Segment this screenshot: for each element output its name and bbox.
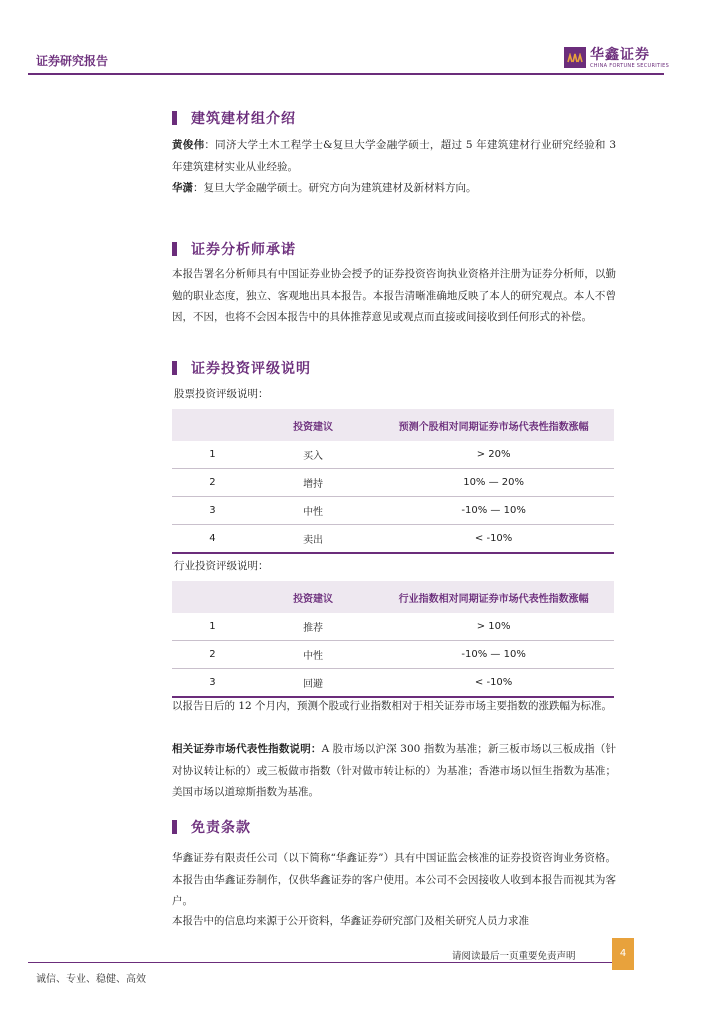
table-cell: 3 [172, 497, 253, 525]
footer-divider [28, 962, 612, 963]
table-header-row [172, 581, 614, 613]
table-cell: -10% — 10% [373, 641, 614, 669]
table-row [172, 613, 614, 641]
table-cell: 增持 [253, 469, 373, 497]
table-header-cell: 行业指数相对同期证券市场代表性指数涨幅 [373, 581, 614, 613]
analyst-name: 华潇 [172, 182, 193, 194]
table-cell: 2 [172, 469, 253, 497]
table-cell: 4 [172, 525, 253, 554]
footer-motto: 诚信、专业、稳健、高效 [36, 974, 146, 985]
table-row [172, 469, 614, 497]
stock-rating-label: 股票投资评级说明： [174, 388, 269, 400]
table-row [172, 441, 614, 469]
index-note-text: A 股市场以沪深 300 指数为基准；新三板市场以三板成指（针对协议转让标的）或三板做市指数（针对做市转让标的）为基准；香港市场以恒生指数为基准；美国市场以道琼斯指数为基准。 [172, 743, 616, 798]
table-header-cell: 投资建议 [253, 581, 373, 613]
table-cell: 2 [172, 641, 253, 669]
table-cell: 1 [172, 613, 253, 641]
header-divider [28, 73, 664, 75]
table-row [172, 641, 614, 669]
analyst-bio-text: ：同济大学土木工程学士&复旦大学金融学硕士，超过 5 年建筑建材行业研究经验和 3 年建筑建材实业从业经验。 [172, 139, 617, 173]
table-cell: < -10% [373, 525, 614, 554]
stock-rating-table [172, 409, 614, 554]
disclaimer-paragraph-1: 华鑫证券有限责任公司（以下简称“华鑫证券”）具有中国证监会核准的证券投资咨询业务资格。本报告由华鑫证券制作，仅供华鑫证券的客户使用。本公司不会因接收人收到本报告而视其为客户。 [172, 852, 616, 907]
table-cell: 推荐 [253, 613, 373, 641]
rating-period-note: 以报告日后的 12 个月内，预测个股或行业指数相对于相关证券市场主要指数的涨跌幅为标准。 [172, 700, 613, 712]
footer-disclaimer-note: 请阅读最后一页重要免责声明 [452, 951, 576, 962]
table-header-cell [172, 581, 253, 613]
table-header-cell [172, 409, 253, 441]
page-number: 4 [612, 938, 634, 970]
table-header-cell: 投资建议 [253, 409, 373, 441]
section-bar-icon [172, 361, 177, 375]
table-cell: > 10% [373, 613, 614, 641]
table-header-row [172, 409, 614, 441]
section-heading-team: 建筑建材组介绍 [172, 108, 296, 128]
table-cell: 买入 [253, 441, 373, 469]
commitment-text: 本报告署名分析师具有中国证券业协会授予的证券投资咨询执业资格并注册为证券分析师，以勤勉的职业态度，独立、客观地出具本报告。本报告清晰准确地反映了本人的研究观点。本人不曾因，不因，也将不会因本报告中的具体推荐意见或观点而直接或间接收到任何形式的补偿。 [172, 268, 616, 323]
table-cell: 3 [172, 669, 253, 698]
section-bar-icon [172, 242, 177, 256]
table-cell: 10% — 20% [373, 469, 614, 497]
table-row [172, 497, 614, 525]
section-heading-commitment: 证券分析师承诺 [172, 239, 296, 259]
company-logo [564, 46, 670, 70]
disclaimer-paragraph-2: 本报告中的信息均来源于公开资料，华鑫证券研究部门及相关研究人员力求准 [172, 915, 529, 927]
section-heading-disclaimer: 免责条款 [172, 817, 251, 837]
industry-rating-label: 行业投资评级说明： [174, 560, 269, 572]
report-type-title: 证券研究报告 [36, 54, 109, 68]
table-cell: 中性 [253, 641, 373, 669]
logo-mark-icon [564, 47, 586, 68]
table-cell: 卖出 [253, 525, 373, 554]
section-bar-icon [172, 820, 177, 834]
table-row [172, 525, 614, 554]
industry-rating-table [172, 581, 614, 698]
analyst-name: 黄俊伟 [172, 139, 205, 151]
section-heading-rating: 证券投资评级说明 [172, 358, 311, 378]
table-header-cell: 预测个股相对同期证券市场代表性指数涨幅 [373, 409, 614, 441]
table-cell: 回避 [253, 669, 373, 698]
table-cell: -10% — 10% [373, 497, 614, 525]
analyst-bio-2 [172, 178, 616, 200]
section-bar-icon [172, 111, 177, 125]
table-row [172, 669, 614, 698]
table-cell: < -10% [373, 669, 614, 698]
table-cell: > 20% [373, 441, 614, 469]
table-cell: 中性 [253, 497, 373, 525]
logo-name-cn: 华鑫证券 [590, 47, 650, 63]
logo-name-en: CHINA FORTUNE SECURITIES [590, 63, 670, 69]
analyst-bio-text: ：复旦大学金融学硕士。研究方向为建筑建材及新材料方向。 [193, 182, 477, 194]
index-note [172, 739, 616, 804]
table-cell: 1 [172, 441, 253, 469]
analyst-bio-1 [172, 135, 616, 178]
index-note-label: 相关证券市场代表性指数说明： [172, 743, 322, 755]
